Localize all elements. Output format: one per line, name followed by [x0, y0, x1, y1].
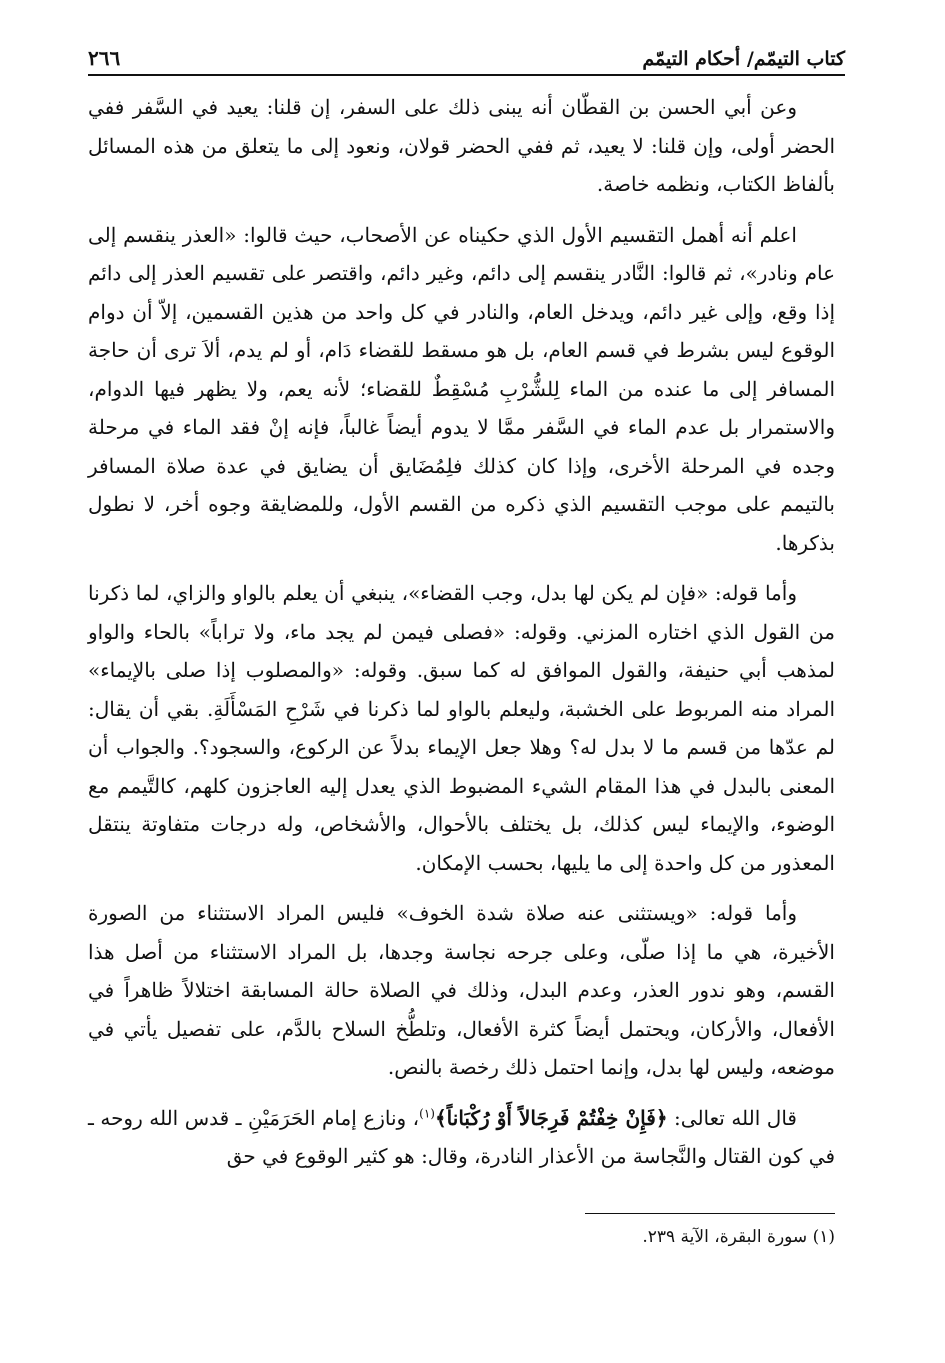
footnote: (١) سورة البقرة، الآية ٢٣٩. [642, 1227, 835, 1247]
paragraph-1: وعن أبي الحسن بن القطّان أنه يبنى ذلك على السفر، إن قلنا: يعيد في السَّفر ففي الحضر أولى، وإن قلنا: لا يعيد، ثم ففي الحضر قولان، ونعود إلى ما يتعلق من هذه المسائل بألفاظ الكتاب، ونظمه خاصة. [88, 95, 835, 196]
page-number: ٢٦٦ [88, 46, 121, 70]
footnote-marker: (١) [419, 1105, 435, 1120]
quote-continuation: ، ونازع إمام الحَرَمَيْنِ ـ قدس الله روحه ـ في كون القتال والنَّجاسة من الأعذار النادرة، وقال: هو كثير الوقوع في حق [88, 1105, 835, 1168]
body-text [88, 88, 835, 1188]
quote-intro: قال الله تعالى: [667, 1105, 797, 1130]
running-header [88, 30, 845, 76]
paragraph-4: وأما قوله: «ويستثنى عنه صلاة شدة الخوف» فليس المراد الاستثناء من الصورة الأخيرة، هي ما إذا صلّى، وعلى جرحه نجاسة وجدها، بل المراد الاستثناء من أصل هذا القسم، وهو ندور العذر، وعدم البدل، وذلك في الصلاة حالة المسابقة اختلالاً ظاهراً في الأفعال، والأركان، ويحتمل أيضاً كثرة الأفعال، وتلطُّخ السلاح بالدَّم، على تفصيل يأتي في موضعه، وليس لها بدل، وإنما احتمل ذلك رخصة بالنص. [88, 901, 835, 1079]
header-title: كتاب التيمّم/ أحكام التيمّم [642, 48, 845, 70]
paragraph-5 [88, 1099, 835, 1176]
quran-quote: ﴿فَإِنْ خِفْتُمْ فَرِجَالاً أَوْ رُكْبَاناً﴾ [434, 1105, 668, 1130]
paragraph-2: اعلم أنه أهمل التقسيم الأول الذي حكيناه عن الأصحاب، حيث قالوا: «العذر ينقسم إلى عام ونادر»، ثم قالوا: النَّادر ينقسم إلى دائم، وغير دائم، واقتصر على تقسيم العذر إلى دائم إذا وقع، وإلى غير دائم، ويدخل العام، والنادر في كل واحد من هذين القسمين، إلاّ أن دوام الوقوع ليس بشرط في قسم العام، بل هو مسقط للقضاء دَام، أو لم يدم، ألاَ ترى أن حاجة المسافر إلى ما عنده من الماء لِلشُّرْبِ مُسْقِطٌ للقضاء؛ لأنه يعم، ولا يظهر فيها الدوام، والاستمرار بل عدم الماء في السَّفر ممَّا لا يدوم أيضاً غالباً، فإنه إنْ فقد الماء في مرحلة وجده في المرحلة الأخرى، وإذا كان كذلك فلِمُضَايق أن يضايق في عدة صلاة المسافر بالتيمم على موجب التقسيم الذي ذكره من القسم الأول، وللمضايقة وجوه أخر، لا نطول بذكرها. [88, 222, 836, 555]
footnote-divider [585, 1213, 835, 1214]
paragraph-3: وأما قوله: «فإن لم يكن لها بدل، وجب القضاء»، ينبغي أن يعلم بالواو والزاي، لما ذكرنا من القول الذي اختاره المزني. وقوله: «فصلى فيمن لم يجد ماء، ولا تراباً» بالحاء والواو لمذهب أبي حنيفة، والقول الموافق له كما سبق. وقوله: «والمصلوب إذا صلى بالإيماء» المراد منه المربوط على الخشبة، وليعلم بالواو لما ذكرنا في شَرْحِ المَسْأَلَةِ. بقي أن يقال: لم عدّها من قسم ما لا بدل له؟ وهلا جعل الإيماء بدلاً عن الركوع، والسجود؟. والجواب أن المعنى بالبدل في هذا المقام الشيء المضبوط الذي يعدل إليه العاجزون كلهم، كالتَّيمم مع الوضوء، والإيماء ليس كذلك، بل يختلف بالأحوال، والأشخاص، وله درجات متفاوتة ينتقل المعذور من كل واحدة إلى ما يليها، بحسب الإمكان. [88, 581, 835, 875]
